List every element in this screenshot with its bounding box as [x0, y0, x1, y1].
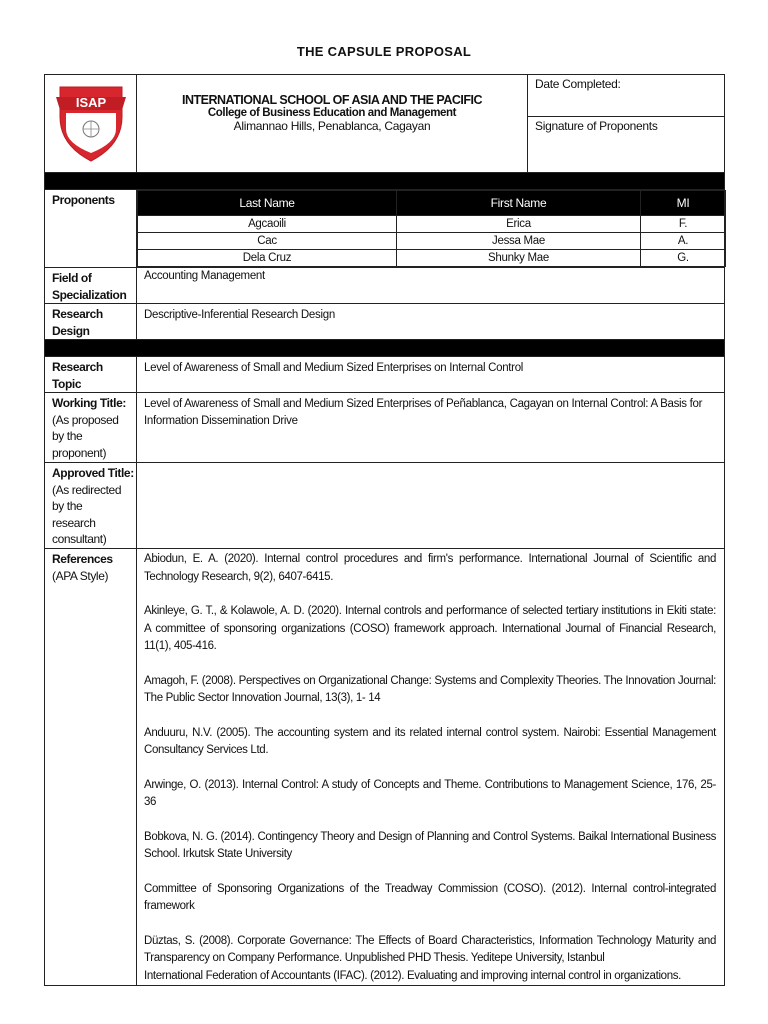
proponents-table — [137, 190, 726, 267]
field-label-cell — [45, 268, 137, 304]
first-name: Jessa Mae — [397, 233, 641, 250]
approved-title-note: (As redirected — [52, 482, 122, 497]
reference-item: Anduuru, N.V. (2005). The accounting system and its related internal control system. Nairobi: Essential Management Consultancy Services Ltd. — [144, 726, 716, 756]
reference-item: Abiodun, E. A. (2020). Internal control procedures and firm's performance. International Journal of Scientific and Technology Research, 9(2), 6407-6415. — [144, 553, 716, 583]
working-title-note: proponent) — [52, 445, 107, 460]
column-header: First Name — [397, 191, 641, 216]
middle-initial: A. — [641, 233, 726, 250]
section-separator — [45, 340, 725, 357]
first-name: Erica — [397, 216, 641, 233]
approved-title-note: by the — [52, 499, 83, 513]
approved-title-label-cell — [45, 463, 137, 549]
table-row — [138, 233, 726, 250]
section-separator — [45, 173, 725, 190]
working-title-value: Level of Awareness of Small and Medium Sized Enterprises of Peñablanca, Cagayan on Internal Control: A Basis for Information Dissemination Drive — [137, 393, 725, 463]
school-name: INTERNATIONAL SCHOOL OF ASIA AND THE PACIFIC — [182, 93, 482, 107]
last-name: Dela Cruz — [138, 250, 397, 267]
topic-value: Level of Awareness of Small and Medium Sized Enterprises on Internal Control — [137, 357, 725, 393]
approved-title-note: research — [52, 515, 96, 530]
proponents-label: Proponents — [52, 193, 115, 207]
svg-text:ISAP: ISAP — [75, 95, 106, 110]
last-name: Agcaoili — [138, 216, 397, 233]
approved-title-value[interactable] — [137, 463, 725, 549]
date-completed-label: Date Completed: — [535, 77, 621, 91]
logo-cell — [45, 75, 137, 173]
college-name: College of Business Education and Management — [207, 107, 457, 119]
approved-title-label: Approved Title: — [52, 466, 134, 480]
school-header — [137, 75, 528, 173]
topic-label-line1: Research — [52, 360, 103, 374]
column-header: MI — [641, 191, 726, 216]
signature-cell[interactable] — [528, 117, 725, 173]
signature-label: Signature of Proponents — [535, 119, 658, 133]
working-title-note: by the — [52, 429, 83, 443]
references-label-cell — [45, 549, 137, 986]
isap-logo — [52, 77, 130, 165]
field-label-line1: Field of — [52, 271, 92, 285]
design-label-line2: Design — [52, 323, 90, 338]
first-name: Shunky Mae — [397, 250, 641, 267]
approved-title-note: consultant) — [52, 532, 107, 546]
reference-item: Düztas, S. (2008). Corporate Governance: The Effects of Board Characteristics, Information Technology Maturity and Transparency on Company Performance. Unpublished PHD Thesis. Yeditepe University, Istanbul — [144, 934, 716, 964]
page-title: THE CAPSULE PROPOSAL — [296, 44, 472, 59]
proponents-label-cell — [45, 190, 137, 268]
reference-item: Amagoh, F. (2008). Perspectives on Organizational Change: Systems and Complexity Theories. The Innovation Journal: The Public Sector Innovation Journal, 13(3), 1- 14 — [144, 674, 716, 704]
table-row — [138, 250, 726, 267]
reference-item: International Federation of Accountants (IFAC). (2012). Evaluating and improving internal control in organizations. — [144, 969, 681, 982]
school-address: Alimannao Hills, Penablanca, Cagayan — [233, 119, 431, 133]
field-value: Accounting Management — [137, 268, 725, 304]
reference-item: Committee of Sponsoring Organizations of the Treadway Commission (COSO). (2012). Internal control-integrated framework — [144, 882, 716, 912]
topic-label-line2: Topic — [52, 376, 82, 391]
middle-initial: F. — [641, 216, 726, 233]
design-label-cell — [45, 304, 137, 340]
topic-label-cell — [45, 357, 137, 393]
date-completed-cell[interactable] — [528, 75, 725, 117]
reference-item: Arwinge, O. (2013). Internal Control: A study of Concepts and Theme. Contributions to Management Science, 176, 25-36 — [144, 778, 716, 808]
middle-initial: G. — [641, 250, 726, 267]
working-title-label-cell — [45, 393, 137, 463]
capsule-proposal-form — [44, 74, 725, 986]
references-note: (APA Style) — [52, 568, 109, 583]
references-label: References — [52, 552, 113, 566]
column-header: Last Name — [138, 191, 397, 216]
references-list — [137, 549, 725, 986]
working-title-note: (As proposed — [52, 412, 119, 427]
working-title-label: Working Title: — [52, 396, 126, 410]
reference-item: Bobkova, N. G. (2014). Contingency Theory and Design of Planning and Control Systems. Baikal International Business School. Irkutsk State University — [144, 830, 716, 860]
design-value: Descriptive-Inferential Research Design — [137, 304, 725, 340]
table-row — [138, 216, 726, 233]
reference-item: Akinleye, G. T., & Kolawole, A. D. (2020). Internal controls and performance of selected tertiary institutions in Ekiti state: A committee of sponsoring organizations (COSO) framework approach. International Journal of Financial Research, 11(1), 405-416. — [144, 605, 716, 652]
field-label-line2: Specialization — [52, 287, 127, 302]
design-label-line1: Research — [52, 307, 103, 321]
proponents-cell — [137, 190, 725, 268]
last-name: Cac — [138, 233, 397, 250]
